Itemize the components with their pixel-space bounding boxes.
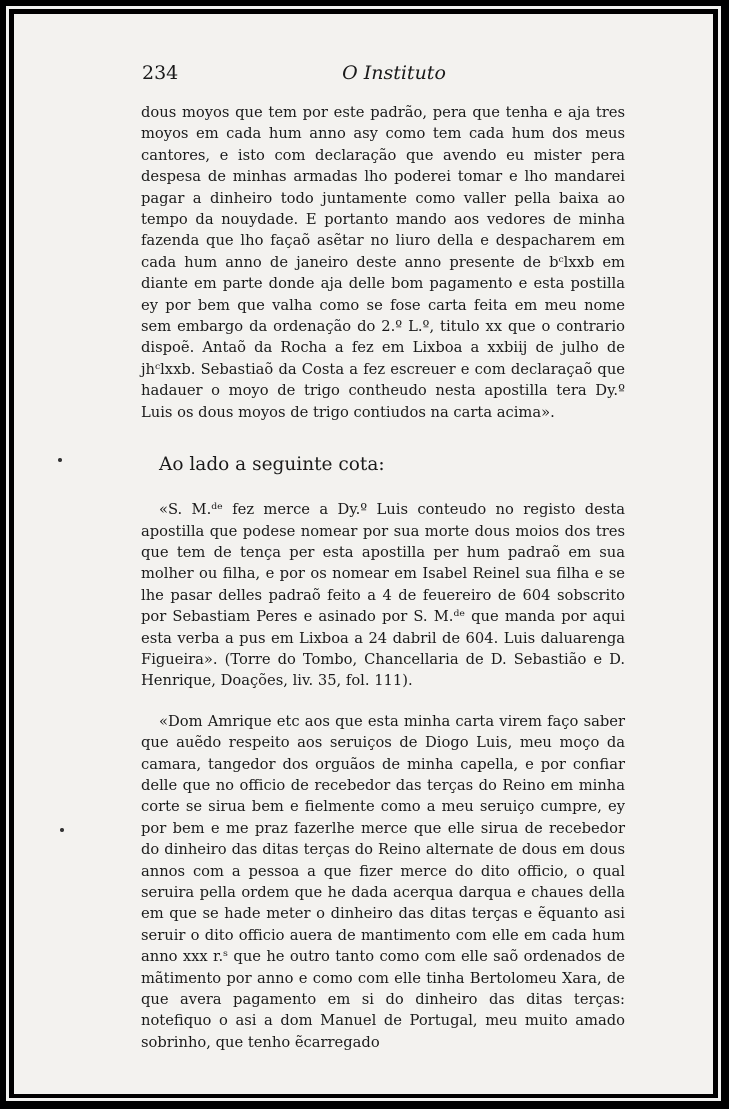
paragraph-annotation: «S. M.ᵈᵉ fez merce a Dy.º Luis conteudo no registo desta apostilla que podese nomear por sua morte dous moios dos tres que tem de tença per esta apostilla per hum padraõ em sua molher ou filha, e por os nomear em Isabel Reinel sua filha e se lhe pasar delles padraõ feito a 4 de feuereiro de 604 sobscrito por Sebastiam Peres e asinado por S. M.ᵈᵉ que manda por aqui esta verba a pus em Lixboa a 24 dabril de 604. Luis daluarenga Figueira». (Torre do Tombo, Chancellaria de D. Sebastião e D. Henrique, Doações, liv. 35, fol. 111).: [141, 501, 625, 690]
running-title: O Instituto: [342, 62, 446, 84]
paragraph-letter: «Dom Amrique etc aos que esta minha carta virem faço saber que auẽdo respeito aos seruiços de Diogo Luis, meu moço da camara, tangedor dos orguãos de minha capella, e por confiar delle que no officio de recebedor das terças do Reino em minha corte se sirua bem e fielmente como a meu seruiço cumpre, ey por bem e me praz fazerlhe merce que elle sirua de recebedor do dinheiro das ditas terças do Reino alternate de dous em dous annos com a pessoa a que fizer merce do dito officio, o qual seruira pella ordem que he dada acerqua darqua e chaues della em que se hade meter o dinheiro das ditas terças e ẽquanto asi seruir o dito officio auera de mantimento com elle em cada hum anno xxx r.ˢ que he outro tanto como com elle saõ ordenados de mãtimento por anno e como com elle tinha Bertolomeu Xara, de que avera pagamento em si do dinheiro das ditas terças: notefiquo o asi a dom Manuel de Portugal, meu muito amado sobrinho, que tenho ẽcarregado: [141, 712, 625, 1051]
page-header: [142, 62, 624, 90]
section-heading: Ao lado a seguinte cota:: [159, 454, 385, 476]
page-number: 234: [142, 62, 179, 84]
margin-dot: [60, 828, 64, 832]
paragraph-continuation: dous moyos que tem por este padrão, pera que tenha e aja tres moyos em cada hum anno asy como tem cada hum dos meus cantores, e isto com declaração que avendo eu mister pera despesa de minhas armadas lho poderei tomar e lho mandarei pagar a dinheiro todo juntamente como valler pella baixa ao tempo da nouydade. E portanto mando aos vedores de minha fazenda que lho façaõ asẽtar no liuro della e despacharem em cada hum anno de janeiro deste anno presente de bᶜlxxb em diante em parte donde aja delle bom pagamento e esta postilla ey por bem que valha como se fose carta feita em meu nome sem embargo da ordenação do 2.º L.º, titulo xx que o contrario dispoẽ. Antaõ da Rocha a fez em Lixboa a xxbiij de julho de jhᶜlxxb. Sebastiaõ da Costa a fez escreuer e com declaraçaõ que hadauer o moyo de trigo contheudo nesta apostilla tera Dy.º Luis os dous moyos de trigo contiudos na carta acima».: [141, 104, 625, 421]
page-body: [141, 102, 625, 1053]
margin-dot: [58, 458, 62, 462]
